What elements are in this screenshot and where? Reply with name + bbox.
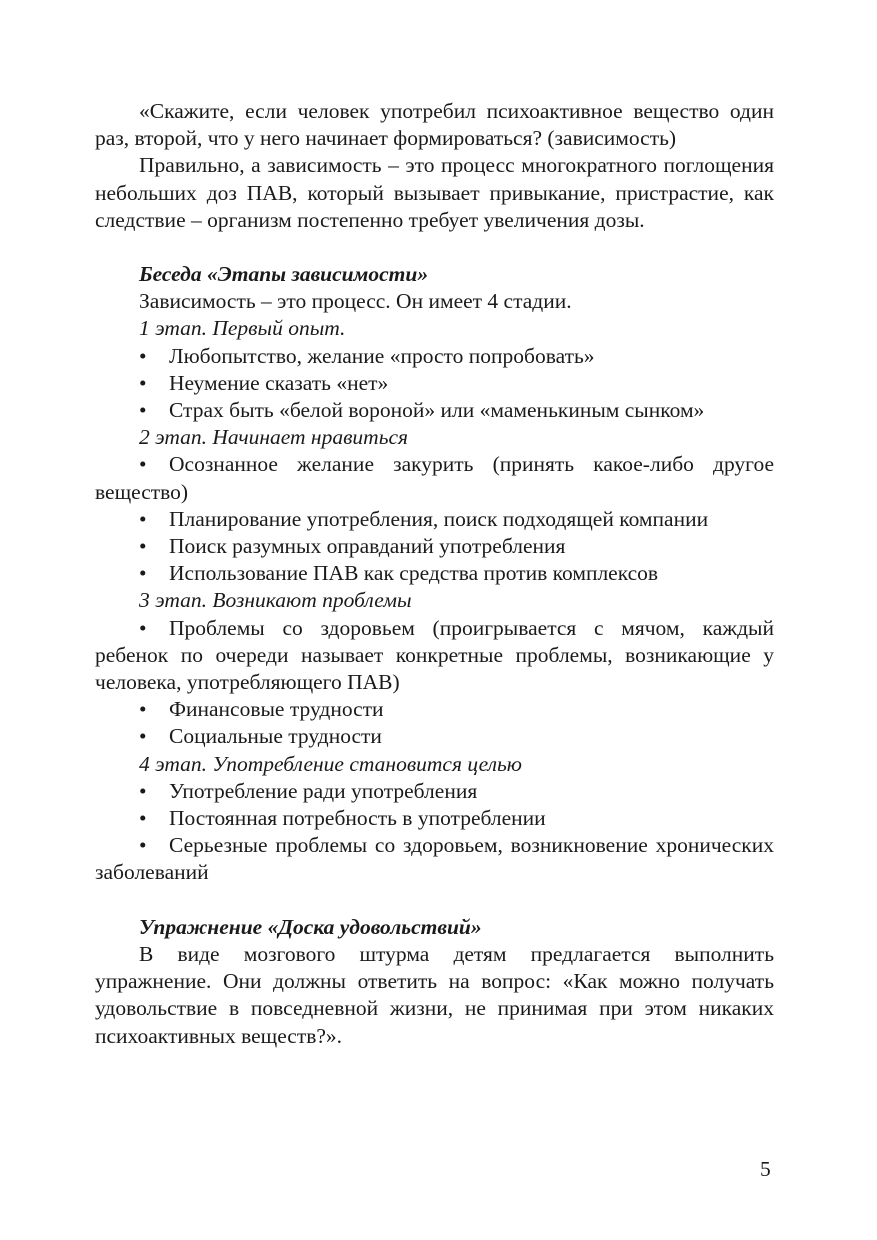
list-item-text: Употребление ради употребления xyxy=(169,778,478,803)
list-item xyxy=(95,533,774,560)
intro-paragraph-question: «Скажите, если человек употребил психоактивное вещество один раз, второй, что у него начинает формироваться? (зависимость) xyxy=(95,99,774,151)
spacer xyxy=(95,887,774,914)
bullet-icon: • xyxy=(139,506,147,531)
list-item-text: Финансовые трудности xyxy=(169,697,384,722)
stage-title-3: 3 этап. Возникают проблемы xyxy=(139,588,412,613)
section-intro: Зависимость – это процесс. Он имеет 4 стадии. xyxy=(139,289,572,314)
list-item xyxy=(95,615,774,697)
list-item-text: Планирование употребления, поиск подходящей компании xyxy=(169,506,709,531)
list-item-text: Поиск разумных оправданий употребления xyxy=(169,534,566,559)
page-number: 5 xyxy=(760,1157,771,1181)
list-item xyxy=(95,397,774,424)
list-item-text: Осознанное желание закурить (принять какое-либо другое вещество) xyxy=(95,452,774,504)
bullet-icon: • xyxy=(139,370,147,395)
list-item xyxy=(95,832,774,886)
list-item-text: Социальные трудности xyxy=(169,724,382,749)
list-item-text: Любопытство, желание «просто попробовать» xyxy=(169,343,595,368)
bullet-icon: • xyxy=(139,343,147,368)
list-item-text: Серьезные проблемы со здоровьем, возникновение хронических заболеваний xyxy=(95,833,774,885)
section-heading-exercise: Упражнение «Доска удовольствий» xyxy=(139,914,482,939)
list-item-text: Страх быть «белой вороной» или «маменькиным сынком» xyxy=(169,398,705,423)
bullet-icon: • xyxy=(139,724,147,749)
section-heading-stages: Беседа «Этапы зависимости» xyxy=(139,262,429,287)
bullet-icon: • xyxy=(139,778,147,803)
list-item xyxy=(95,343,774,370)
bullet-icon: • xyxy=(139,398,147,423)
list-item-text: Неумение сказать «нет» xyxy=(169,370,389,395)
list-item xyxy=(95,451,774,505)
bullet-icon: • xyxy=(139,697,147,722)
bullet-icon: • xyxy=(139,615,147,640)
list-item xyxy=(95,778,774,805)
list-item xyxy=(95,723,774,750)
list-item xyxy=(95,506,774,533)
bullet-icon: • xyxy=(139,833,147,858)
bullet-icon: • xyxy=(139,561,147,586)
spacer xyxy=(95,234,774,261)
page-body xyxy=(95,98,774,1050)
stage-title-2: 2 этап. Начинает нравиться xyxy=(139,425,409,450)
list-item xyxy=(95,805,774,832)
list-item xyxy=(95,370,774,397)
list-item-text: Постоянная потребность в употреблении xyxy=(169,806,546,831)
exercise-paragraph: В виде мозгового штурма детям предлагается выполнить упражнение. Они должны ответить на вопрос: «Как можно получать удовольствие в повседневной жизни, не принимая при этом никаких психоактивных веществ?». xyxy=(95,941,774,1048)
bullet-icon: • xyxy=(139,806,147,831)
stage-title-4: 4 этап. Употребление становится целью xyxy=(139,751,522,776)
bullet-icon: • xyxy=(139,452,147,477)
list-item-text: Проблемы со здоровьем (проигрывается с мячом, каждый ребенок по очереди называет конкретные проблемы, возникающие у человека, употребляющего ПАВ) xyxy=(95,615,774,695)
list-item-text: Использование ПАВ как средства против комплексов xyxy=(169,561,659,586)
bullet-icon: • xyxy=(139,534,147,559)
stage-title-1: 1 этап. Первый опыт. xyxy=(139,316,346,341)
intro-paragraph-answer: Правильно, а зависимость – это процесс многократного поглощения небольших доз ПАВ, который вызывает привыкание, пристрастие, как следствие – организм постепенно требует увеличения дозы. xyxy=(95,153,774,232)
list-item xyxy=(95,560,774,587)
list-item xyxy=(95,696,774,723)
